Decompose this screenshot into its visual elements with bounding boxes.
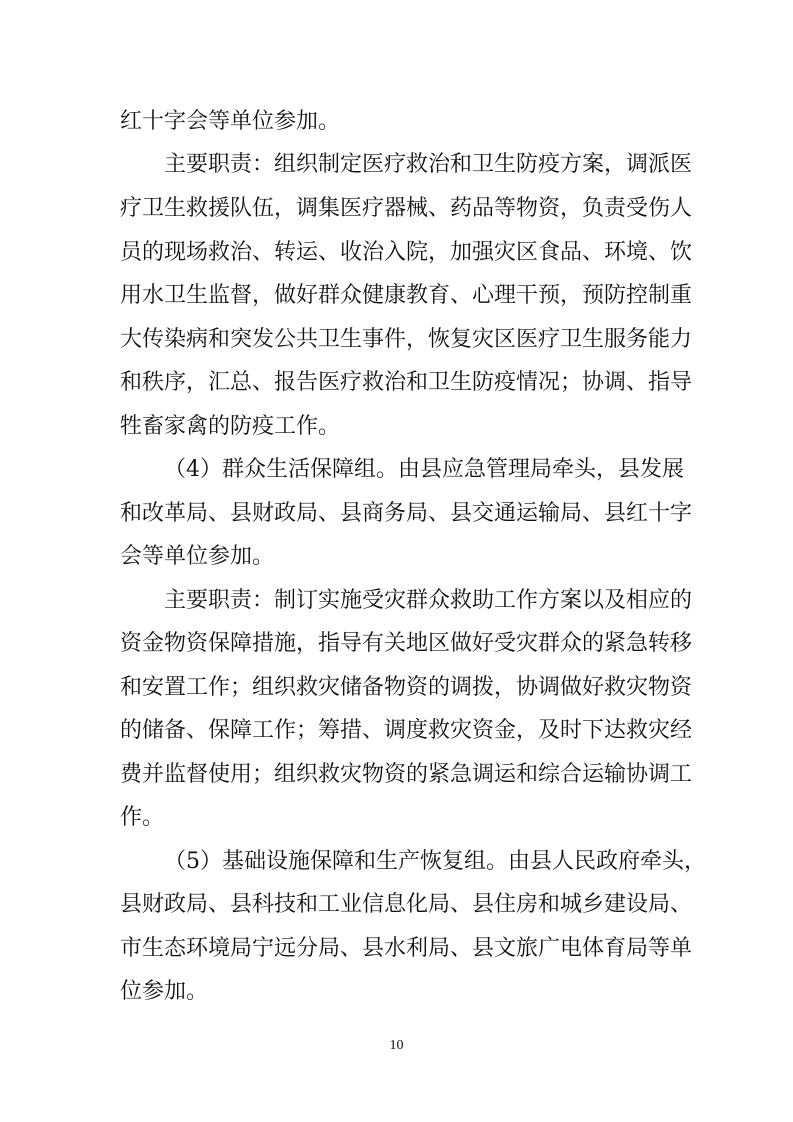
text-line: 市生态环境局宁远分局、县水利局、县文旅广电体育局等单: [120, 936, 693, 961]
text-line: 作。: [120, 805, 165, 830]
text-line: 用水卫生监督，做好群众健康教育、心理干预，预防控制重: [120, 283, 693, 308]
text-line: 主要职责：制订实施受灾群众救助工作方案以及相应的: [164, 588, 693, 613]
text-line: 位参加。: [120, 979, 209, 1004]
text-line: 和安置工作；组织救灾储备物资的调拨，协调做好救灾物资: [120, 675, 693, 700]
text-line: 疗卫生救援队伍，调集医疗器械、药品等物资，负责受伤人: [120, 196, 693, 221]
text-line: 红十字会等单位参加。: [120, 109, 341, 134]
text-line: 会等单位参加。: [120, 544, 275, 569]
text-line: 主要职责：组织制定医疗救治和卫生防疫方案，调派医: [164, 152, 693, 177]
text-line: 的储备、保障工作；筹措、调度救灾资金，及时下达救灾经: [120, 718, 693, 743]
text-line: 资金物资保障措施，指导有关地区做好受灾群众的紧急转移: [120, 631, 693, 656]
text-line: 牲畜家禽的防疫工作。: [120, 414, 341, 439]
section-heading-line: （4）群众生活保障组。由县应急管理局牵头，县发展: [164, 457, 684, 482]
text-line: 大传染病和突发公共卫生事件，恢复灾区医疗卫生服务能力: [120, 327, 693, 352]
section-heading-line: （5）基础设施保障和生产恢复组。由县人民政府牵头，: [164, 849, 706, 874]
text-line: 和秩序，汇总、报告医疗救治和卫生防疫情况；协调、指导: [120, 370, 693, 395]
text-line: 员的现场救治、转运、收治入院，加强灾区食品、环境、饮: [120, 240, 693, 265]
text-line: 县财政局、县科技和工业信息化局、县住房和城乡建设局、: [120, 892, 693, 917]
page-number: 10: [389, 1038, 404, 1053]
text-line: 和改革局、县财政局、县商务局、县交通运输局、县红十字: [120, 501, 693, 526]
text-line: 费并监督使用；组织救灾物资的紧急调运和综合运输协调工: [120, 762, 693, 787]
